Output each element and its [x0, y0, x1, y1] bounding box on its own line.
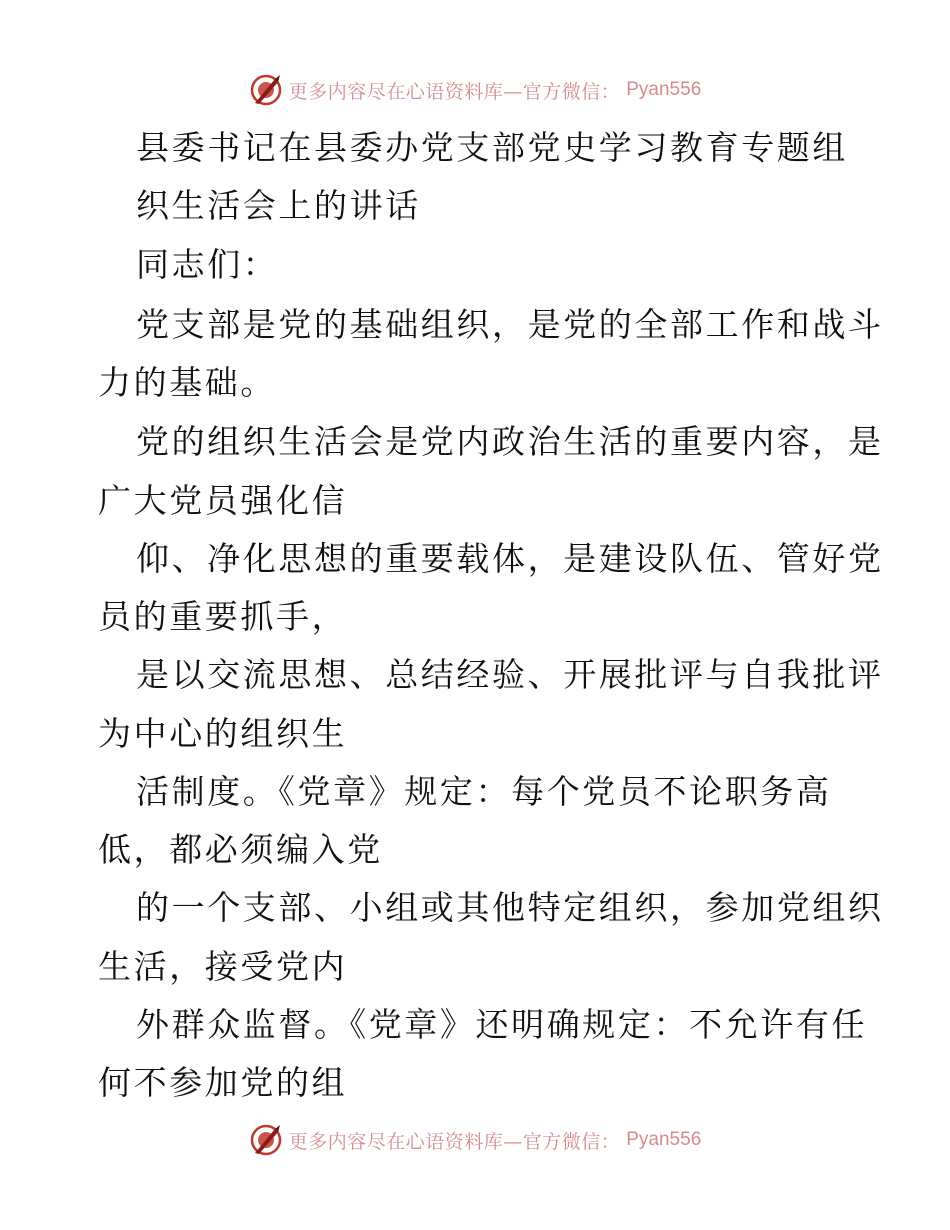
paragraph-line: 何不参加党的组 [98, 1063, 348, 1102]
paragraph-line: 为中心的组织生 [98, 714, 348, 753]
paragraph-line: 员的重要抓手， [98, 597, 348, 636]
paragraph-line: 外群众监督。《党章》还明确规定：不允许有任 [136, 1005, 868, 1044]
paragraph-line: 党的组织生活会是党内政治生活的重要内容，是 [136, 422, 884, 461]
salutation: 同志们： [136, 245, 279, 284]
watermark-wechat-id: Pyan556 [626, 79, 702, 100]
document-title-line-2: 织生活会上的讲话 [136, 186, 421, 225]
watermark-footer [0, 1120, 950, 1160]
paragraph-line: 的一个支部、小组或其他特定组织，参加党组织 [136, 888, 884, 927]
paragraph-line: 党支部是党的基础组织，是党的全部工作和战斗 [136, 305, 884, 344]
paragraph-line: 广大党员强化信 [98, 481, 348, 520]
watermark-text: 更多内容尽在心语资料库—官方微信： [288, 80, 621, 103]
document-title-line-1: 县委书记在县委办党支部党史学习教育专题组 [136, 128, 848, 167]
paragraph-line: 活制度。《党章》规定：每个党员不论职务高 [136, 772, 832, 811]
paragraph-line: 生活，接受党内 [98, 947, 348, 986]
paragraph-line: 是以交流思想、总结经验、开展批评与自我批评 [136, 655, 884, 694]
paragraph-line: 力的基础。 [98, 363, 276, 402]
paragraph-line: 低，都必须编入党 [98, 830, 383, 869]
watermark-text: 更多内容尽在心语资料库—官方微信： [288, 1130, 621, 1153]
paragraph-line: 仰、净化思想的重要载体，是建设队伍、管好党 [136, 539, 884, 578]
quill-pen-logo-icon [249, 1123, 283, 1157]
watermark-wechat-id: Pyan556 [626, 1129, 702, 1150]
